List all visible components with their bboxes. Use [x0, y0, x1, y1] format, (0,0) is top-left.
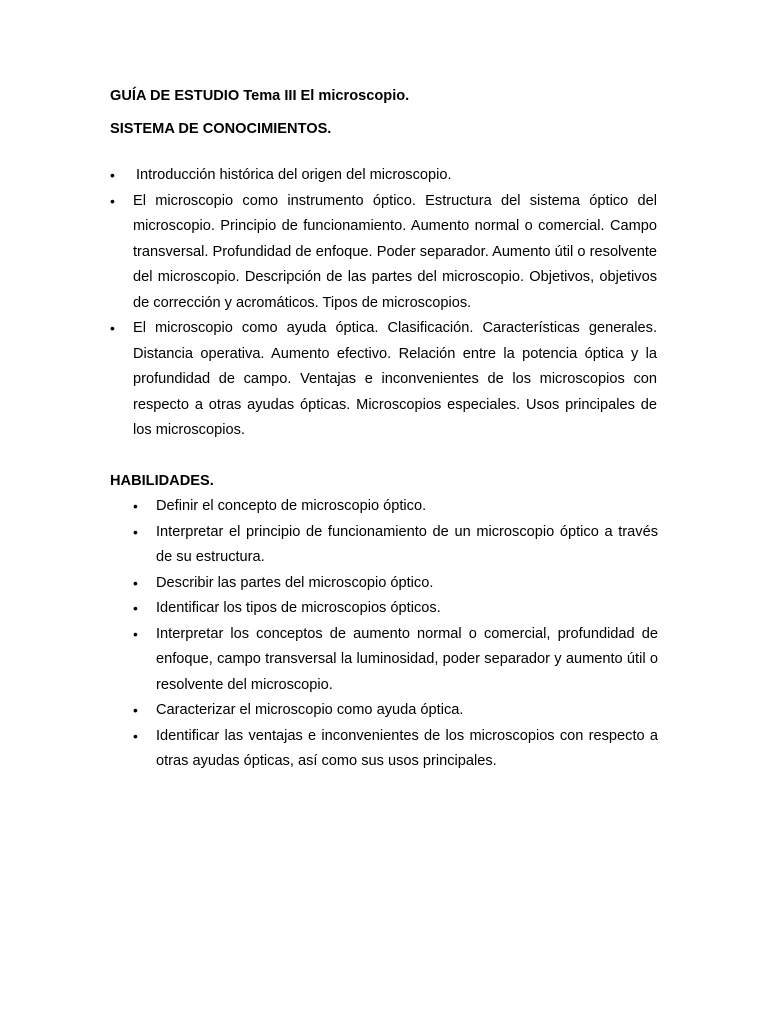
list-item	[110, 163, 657, 189]
bullet-icon: •	[110, 320, 115, 336]
bullet-icon: •	[110, 192, 115, 209]
list-item-text: El microscopio como instrumento óptico. Estructura del sistema óptico del microscopio. Principio de funcionamiento. Aumento normal o comercial. Campo transversal. Profundidad de enfoque. Poder separador. Aumento útil o resolvente del microscopio. Descripción de las partes del microscopio. Objetivos, objetivos de corrección y acromáticos. Tipos de microscopios.	[133, 192, 657, 311]
list-item	[133, 520, 658, 571]
bullet-icon: •	[133, 523, 138, 540]
skills-list	[133, 494, 658, 775]
bullet-icon: •	[110, 167, 115, 183]
list-item	[110, 316, 657, 444]
bullet-icon: •	[133, 498, 138, 514]
bullet-icon: •	[133, 574, 138, 591]
list-item-text: Identificar las ventajas e inconvenientes de los microscopios con respecto a otras ayudas ópticas, así como sus usos principales.	[156, 727, 658, 769]
list-item	[133, 622, 658, 699]
list-item-text: Caracterizar el microscopio como ayuda óptica.	[156, 702, 464, 718]
list-item-text: Introducción histórica del origen del microscopio.	[136, 167, 452, 183]
list-item	[110, 189, 657, 317]
list-item-text: El microscopio como ayuda óptica. Clasificación. Características generales. Distancia operativa. Aumento efectivo. Relación entre la potencia óptica y la profundidad de campo. Ventajas e inconvenientes de los microscopios con respecto a otras ayudas ópticas. Microscopios especiales. Usos principales de los microscopios.	[133, 320, 657, 438]
list-item-text: Interpretar los conceptos de aumento normal o comercial, profundidad de enfoque, campo transversal la luminosidad, poder separador y aumento útil o resolvente del microscopio.	[156, 625, 658, 693]
list-item-text: Identificar los tipos de microscopios ópticos.	[156, 600, 441, 616]
bullet-icon: •	[133, 600, 138, 616]
list-item-text: Definir el concepto de microscopio óptico.	[156, 498, 427, 514]
document-title: GUÍA DE ESTUDIO Tema III El microscopio.	[110, 88, 410, 104]
bullet-icon: •	[133, 625, 138, 642]
list-item	[133, 596, 658, 622]
bullet-icon: •	[133, 702, 138, 718]
list-item	[133, 494, 658, 520]
list-item-text: Interpretar el principio de funcionamiento de un microscopio óptico a través de su estructura.	[156, 523, 658, 565]
section-heading-skills: HABILIDADES.	[110, 473, 214, 489]
list-item	[133, 571, 658, 597]
list-item-text: Describir las partes del microscopio óptico.	[156, 574, 434, 591]
knowledge-list	[110, 163, 657, 444]
section-heading-knowledge: SISTEMA DE CONOCIMIENTOS.	[110, 121, 332, 137]
list-item	[133, 698, 658, 724]
bullet-icon: •	[133, 727, 138, 744]
list-item	[133, 724, 658, 775]
